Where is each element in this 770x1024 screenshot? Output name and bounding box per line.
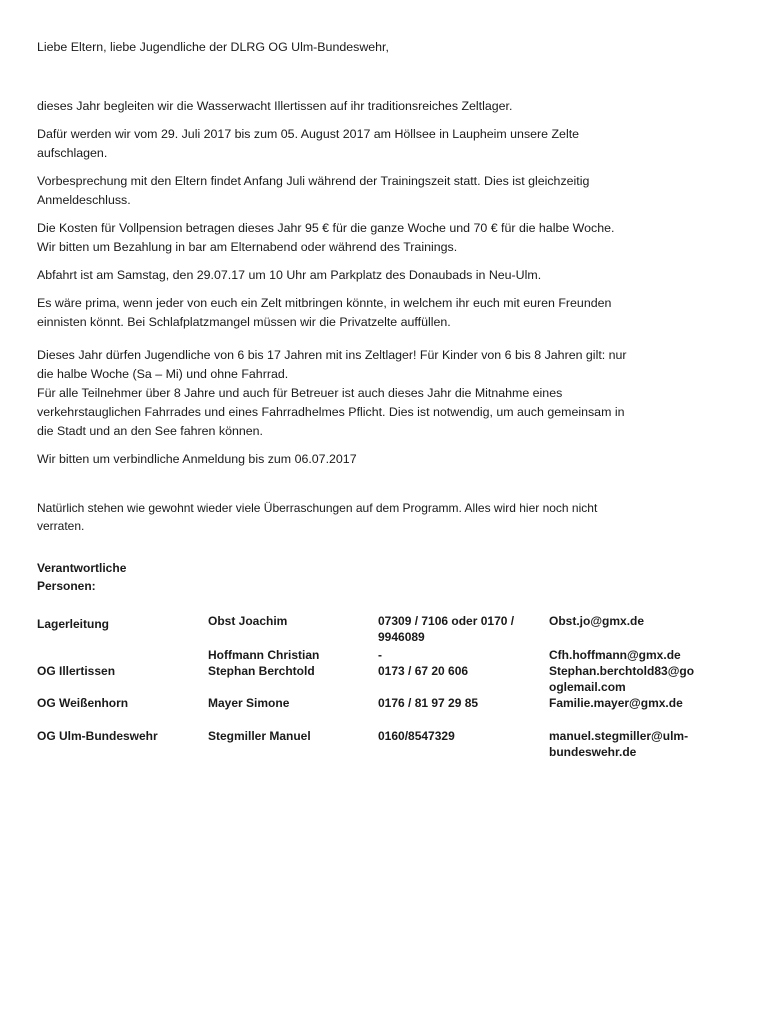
paragraph-age-bikes: Dieses Jahr dürfen Jugendliche von 6 bis 17 Jahren mit ins Zeltlager! Für Kinder von 6 bis 8 Jahren gilt: nur die halbe Woche (Sa – Mi) und ohne Fahrrad. Für alle Teilnehmer über 8 Jahre und auch für Betreuer ist auch dieses Jahr die Mitnahme eines verkehrstauglichen Fahrrades und eines Fahrradhelmes Pflicht. Dies ist notwendig, um auch gemeinsam in die Stadt und an den See fahren können. <box>37 348 627 438</box>
contact-name: Hoffmann Christian <box>208 648 320 662</box>
paragraph-intro: dieses Jahr begleiten wir die Wasserwacht Illertissen auf ihr traditionsreiches Zeltlager. <box>37 99 513 113</box>
contact-email: Cfh.hoffmann@gmx.de <box>549 648 681 662</box>
paragraph-tents: Es wäre prima, wenn jeder von euch ein Zelt mitbringen könnte, in welchem ihr euch mit euren Freunden einnisten könnt. Bei Schlafplatzmangel müssen wir die Privatzelte auffüllen. <box>37 296 612 329</box>
contact-email: Obst.jo@gmx.de <box>549 614 645 628</box>
paragraph-meeting: Vorbesprechung mit den Eltern findet Anfang Juli während der Trainingszeit statt. Dies ist gleichzeitig Anmeldeschluss. <box>37 174 590 207</box>
contact-phone: 0160/8547329 <box>378 729 455 743</box>
contact-role: Lagerleitung <box>37 617 110 631</box>
paragraph-surprises: Natürlich stehen wie gewohnt wieder viele Überraschungen auf dem Programm. Alles wird hier noch nicht verraten. <box>37 501 598 533</box>
greeting: Liebe Eltern, liebe Jugendliche der DLRG OG Ulm-Bundeswehr, <box>37 40 389 54</box>
contact-email: manuel.stegmiller@ulm- bundeswehr.de <box>549 729 689 759</box>
paragraph-departure: Abfahrt ist am Samstag, den 29.07.17 um 10 Uhr am Parkplatz des Donaubads in Neu-Ulm. <box>37 268 542 282</box>
contacts-heading: Verantwortliche Personen: <box>37 561 127 593</box>
contact-row <box>37 663 737 695</box>
contact-role: OG Illertissen <box>37 664 116 678</box>
contact-name: Mayer Simone <box>208 696 290 710</box>
contact-phone: 0173 / 67 20 606 <box>378 664 469 678</box>
contact-row <box>37 695 737 711</box>
contact-name: Stephan Berchtold <box>208 664 315 678</box>
paragraph-costs: Die Kosten für Vollpension betragen dieses Jahr 95 € für die ganze Woche und 70 € für die halbe Woche. Wir bitten um Bezahlung in bar am Elternabend oder während des Trainings. <box>37 221 615 254</box>
contact-name: Stegmiller Manuel <box>208 729 311 743</box>
paragraph-registration: Wir bitten um verbindliche Anmeldung bis zum 06.07.2017 <box>37 452 357 466</box>
contact-row <box>37 613 737 645</box>
contact-role: OG Weißenhorn <box>37 696 129 710</box>
contact-email: Familie.mayer@gmx.de <box>549 696 683 710</box>
contact-phone: - <box>378 648 382 662</box>
contact-email: Stephan.berchtold83@go oglemail.com <box>549 664 695 694</box>
contact-phone: 0176 / 81 97 29 85 <box>378 696 479 710</box>
contact-role: OG Ulm-Bundeswehr <box>37 729 158 743</box>
contacts-table <box>37 613 737 760</box>
contact-phone: 07309 / 7106 oder 0170 / 9946089 <box>378 614 515 644</box>
contact-row <box>37 728 737 760</box>
paragraph-dates: Dafür werden wir vom 29. Juli 2017 bis zum 05. August 2017 am Höllsee in Laupheim unsere Zelte aufschlagen. <box>37 127 580 160</box>
contact-name: Obst Joachim <box>208 614 288 628</box>
letter-page <box>37 38 737 760</box>
contact-row <box>37 647 737 663</box>
